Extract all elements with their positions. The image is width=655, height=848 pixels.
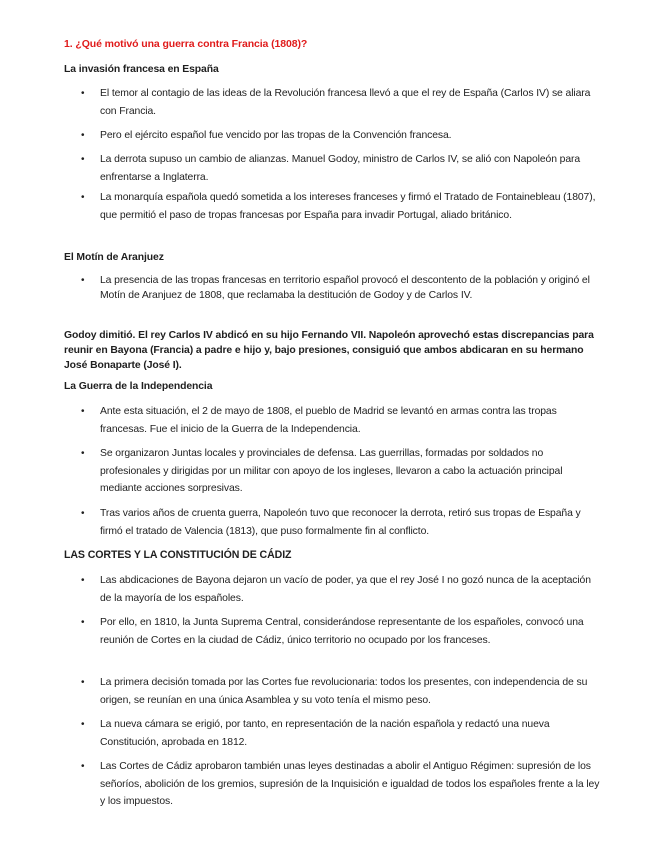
list-item: • La derrota supuso un cambio de alianzas. Manuel Godoy, ministro de Carlos IV, se alió con Napoleón para enfrentarse a Inglaterra.: [100, 151, 600, 186]
bold-paragraph: Godoy dimitió. El rey Carlos IV abdicó en su hijo Fernando VII. Napoleón aprovechó estas discrepancias para reunir en Bayona (Francia) a padre e hijo y, bajo presiones, consiguió que ambos abdicaran en su hermano José Bonaparte (José I).: [64, 330, 594, 371]
bullet-icon: •: [81, 275, 85, 286]
bullet-icon: •: [81, 617, 85, 628]
question-title: 1. ¿Qué motivó una guerra contra Francia (1808)?: [64, 38, 308, 50]
bullet-icon: •: [81, 508, 85, 519]
list-item: • Las Cortes de Cádiz aprobaron también unas leyes destinadas a abolir el Antiguo Régimen: supresión de los señoríos, abolición de los gremios, supresión de la Inquisición e igualdad de todos los españoles frente a la ley y los impuestos.: [100, 758, 600, 811]
bullet-icon: •: [81, 575, 85, 586]
bullet-icon: •: [81, 448, 85, 459]
section-heading-guerra: La Guerra de la Independencia: [64, 381, 213, 392]
list-item: • Las abdicaciones de Bayona dejaron un vacío de poder, ya que el rey José I no gozó nunca de la aceptación de la mayoría de los españoles.: [100, 572, 600, 607]
section-heading-motin: El Motín de Aranjuez: [64, 252, 164, 263]
list-item: • Tras varios años de cruenta guerra, Napoleón tuvo que reconocer la derrota, retiró sus tropas de España y firmó el tratado de Valencia (1813), que puso formalmente fin al conflicto.: [100, 505, 600, 540]
bullet-icon: •: [81, 192, 85, 203]
list-item: • La primera decisión tomada por las Cortes fue revolucionaria: todos los presentes, con independencia de su origen, se reunían en una única Asamblea y su voto tenía el mismo peso.: [100, 674, 600, 709]
bullet-icon: •: [81, 406, 85, 417]
list-item: • La nueva cámara se erigió, por tanto, en representación de la nación española y redactó una nueva Constitución, aprobada en 1812.: [100, 716, 600, 751]
bullet-icon: •: [81, 677, 85, 688]
list-item: • Pero el ejército español fue vencido por las tropas de la Convención francesa.: [100, 127, 600, 145]
list-item: • El temor al contagio de las ideas de la Revolución francesa llevó a que el rey de España (Carlos IV) se aliara con Francia.: [100, 85, 600, 120]
bullet-icon: •: [81, 154, 85, 165]
bullet-icon: •: [81, 88, 85, 99]
section-heading-invasion: La invasión francesa en España: [64, 64, 219, 75]
list-item: • Se organizaron Juntas locales y provinciales de defensa. Las guerrillas, formadas por soldados no profesionales y dirigidas por un militar con apoyo de los ingleses, llevaron a cabo la actuación principal mediante acciones sorpresivas.: [100, 445, 600, 498]
list-item: • Por ello, en 1810, la Junta Suprema Central, considerándose representante de los españoles, convocó una reunión de Cortes en la ciudad de Cádiz, único territorio no ocupado por los franceses.: [100, 614, 600, 649]
bullet-icon: •: [81, 130, 85, 141]
list-item: • Ante esta situación, el 2 de mayo de 1808, el pueblo de Madrid se levantó en armas contra las tropas francesas. Fue el inicio de la Guerra de la Independencia.: [100, 403, 600, 438]
section-heading-cortes: LAS CORTES Y LA CONSTITUCIÓN DE CÁDIZ: [64, 549, 292, 561]
list-item: • La monarquía española quedó sometida a los intereses franceses y firmó el Tratado de Fontainebleau (1807), que permitió el paso de tropas francesas por España para invadir Portugal, aliado británico.: [100, 189, 600, 224]
bullet-icon: •: [81, 719, 85, 730]
bullet-icon: •: [81, 761, 85, 772]
list-item: • La presencia de las tropas francesas en territorio español provocó el descontento de la población y originó el Motín de Aranjuez de 1808, que reclamaba la destitución de Godoy y de Carlos IV.: [81, 275, 590, 301]
